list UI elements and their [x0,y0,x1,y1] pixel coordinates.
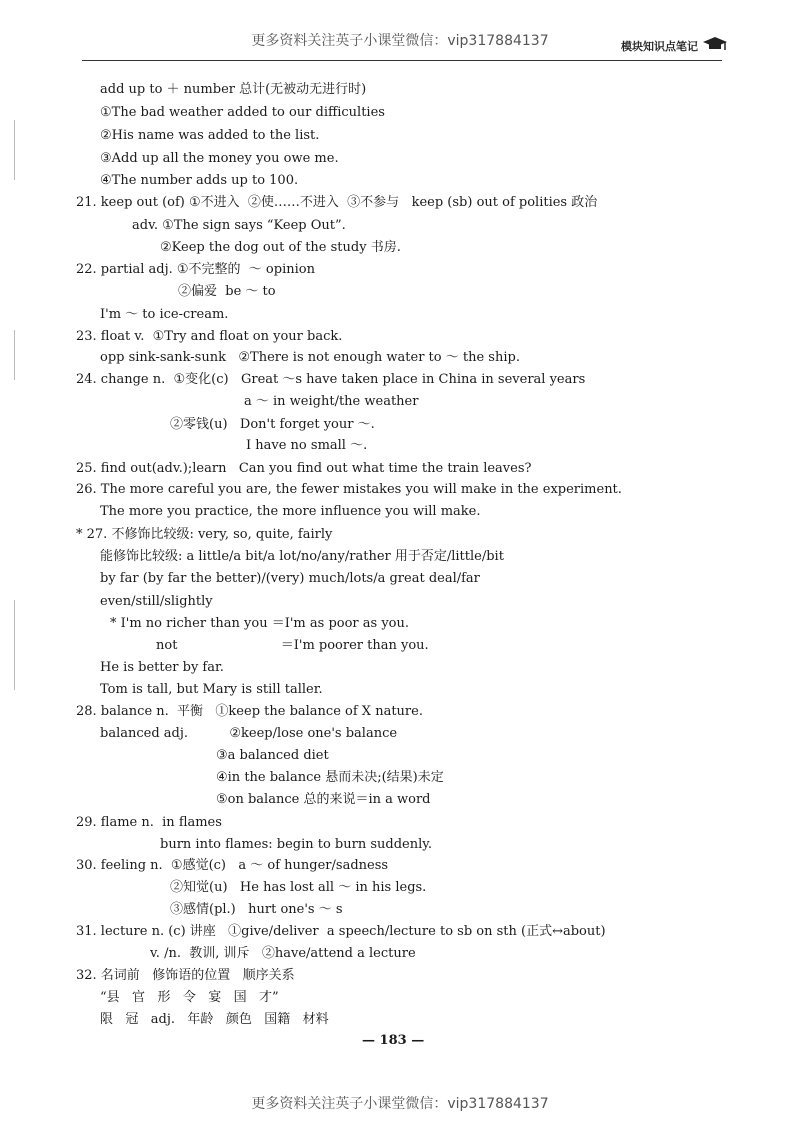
note-line: 23. float v. ①Try and float on your back. [76,329,343,344]
note-line: ③Add up all the money you owe me. [100,151,339,166]
note-line: 32. 名词前 修饰语的位置 顺序关系 [76,968,295,983]
module-tag-label: 模块知识点笔记 [621,39,698,53]
note-line: even/still/slightly [100,594,213,609]
note-line: v. /n. 教训, 训斥 ②have/attend a lecture [150,946,416,961]
module-tag [621,36,728,55]
note-line: The more you practice, the more influence you will make. [100,504,481,519]
note-line: ②偏爱 be ～ to [178,284,276,299]
left-margin-mark [14,330,15,380]
header-rule [82,60,722,61]
note-line: burn into flames: begin to burn suddenly. [160,837,433,852]
note-line: He is better by far. [100,660,224,675]
note-line: ②Keep the dog out of the study 书房. [160,240,401,255]
note-line: by far (by far the better)/(very) much/lots/a great deal/far [100,571,480,586]
note-line: ②知觉(u) He has lost all ～ in his legs. [170,880,427,895]
graduation-cap-icon [702,36,728,55]
note-line: * I'm no richer than you ＝I'm as poor as you. [110,616,409,631]
header-banner: 更多资料关注英子小课堂微信：vip317884137 [251,33,549,49]
note-line: 31. lecture n. (c) 讲座 ①give/deliver a speech/lecture to sb on sth (正式↔about) [76,924,606,939]
note-line: ①The bad weather added to our difficulties [100,105,385,120]
note-line: opp sink-sank-sunk ②There is not enough water to ～ the ship. [100,350,520,365]
note-line: 30. feeling n. ①感觉(c) a ～ of hunger/sadness [76,858,389,873]
note-line: ③a balanced diet [216,748,329,763]
note-line: ③感情(pl.) hurt one's ～ s [170,902,343,917]
note-line: 21. keep out (of) ①不进入 ②使……不进入 ③不参与 keep (sb) out of polities 政治 [76,195,598,210]
note-line: 22. partial adj. ①不完整的 ～ opinion [76,262,315,277]
note-line: I'm ～ to ice-cream. [100,307,229,322]
note-line: 能修饰比较级: a little/a bit/a lot/no/any/rather 用于否定/little/bit [100,549,504,564]
note-line: 25. find out(adv.);learn Can you find out what time the train leaves? [76,461,532,476]
note-line: not ＝I'm poorer than you. [156,638,429,653]
note-line: “县 官 形 令 宴 国 才” [100,990,279,1005]
note-line: add up to ＋ number 总计(无被动无进行时) [100,82,367,97]
note-line: * 27. 不修饰比较级: very, so, quite, fairly [76,527,333,542]
note-line: ⑤on balance 总的来说＝in a word [216,792,431,807]
note-line: I have no small ～. [246,438,368,453]
note-line: 限 冠 adj. 年龄 颜色 国籍 材料 [100,1012,329,1027]
note-line: ②His name was added to the list. [100,128,320,143]
note-line: ④in the balance 悬而未决;(结果)未定 [216,770,444,785]
note-line: 28. balance n. 平衡 ①keep the balance of X nature. [76,704,423,719]
footer-banner: 更多资料关注英子小课堂微信：vip317884137 [251,1096,549,1112]
note-line: Tom is tall, but Mary is still taller. [100,682,323,697]
left-margin-mark [14,120,15,180]
note-line: balanced adj. ②keep/lose one's balance [100,726,398,741]
note-line: 29. flame n. in flames [76,815,222,830]
note-line: adv. ①The sign says “Keep Out”. [132,218,346,233]
note-line: 26. The more careful you are, the fewer mistakes you will make in the experiment. [76,482,622,497]
note-line: ④The number adds up to 100. [100,173,299,188]
note-line: 24. change n. ①变化(c) Great ～s have taken place in China in several years [76,372,586,387]
left-margin-mark [14,600,15,690]
note-line: a ～ in weight/the weather [244,394,419,409]
page-number: — 183 — [362,1033,425,1048]
note-line: ②零钱(u) Don't forget your ～. [170,417,375,432]
